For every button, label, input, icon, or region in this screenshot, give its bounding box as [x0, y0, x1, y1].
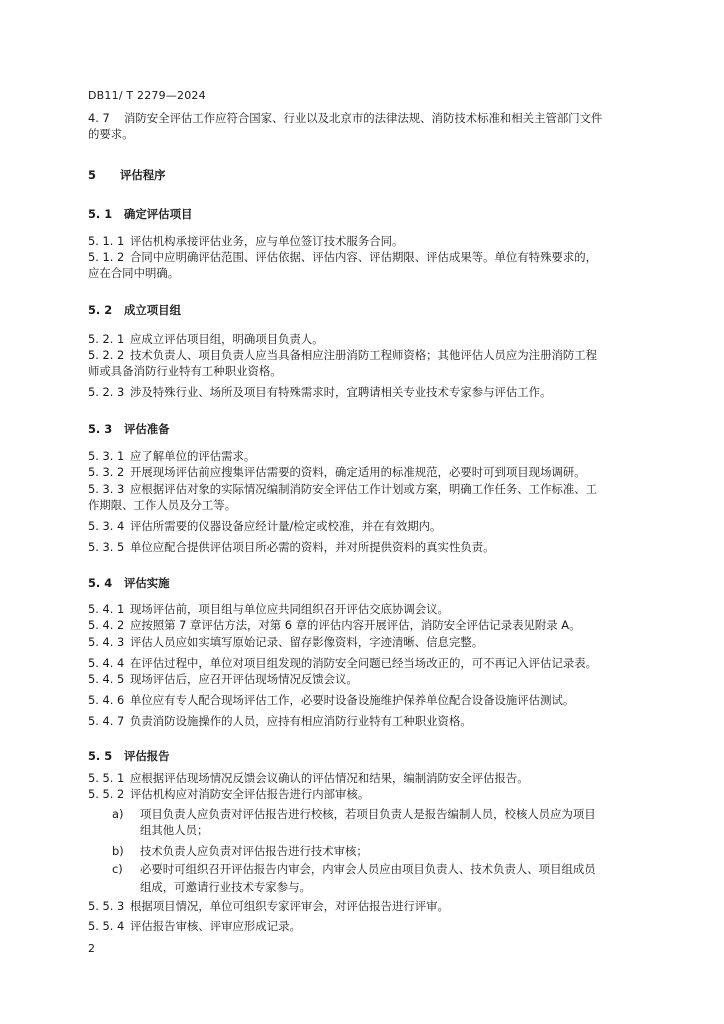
clause-number: 5. 5. 4 — [88, 919, 125, 933]
clause-number: 5. 4. 6 — [88, 693, 125, 707]
clause-number: 5. 5. 2 — [88, 787, 125, 801]
clause-number: 5. 4. 4 — [88, 656, 125, 670]
clause-text: 的要求。 — [88, 127, 134, 141]
clause-text: 根据项目情况，单位可组织专家评审会，对评估报告进行评审。 — [130, 899, 449, 913]
clause-number: 5. 3. 2 — [88, 465, 125, 479]
clause-number: 5. 1. 1 — [88, 234, 125, 248]
clause-number: 5. 4 — [88, 576, 113, 590]
paragraph-line — [88, 634, 483, 650]
clause-number: 5. 1 — [88, 207, 113, 221]
clause-text: 评估程序 — [120, 168, 166, 182]
section-heading — [88, 167, 166, 183]
clause-number: c) — [112, 862, 123, 876]
paragraph-line — [88, 601, 449, 617]
clause-number: a) — [112, 807, 124, 821]
clause-text: 组成，可邀请行业技术专家参与。 — [140, 880, 311, 894]
clause-text: 现场评估后，应召开评估现场情况反馈会议。 — [130, 672, 358, 686]
clause-number: 5. 3. 1 — [88, 449, 125, 463]
paragraph-line — [88, 110, 602, 126]
clause-number: 5. 4. 5 — [88, 672, 125, 686]
paragraph-line — [88, 448, 255, 464]
clause-text: 应成立评估项目组，明确项目负责人。 — [130, 332, 324, 346]
clause-text: 应根据评估对象的实际情况编制消防安全评估工作计划或方案，明确工作任务、工作标准、工 — [130, 482, 598, 496]
clause-number: 5. 5. 3 — [88, 899, 125, 913]
clause-text: 作期限、工作人员及分工等。 — [88, 498, 237, 512]
paragraph-line — [88, 233, 403, 249]
clause-text: 负责消防设施操作的人员，应持有相应消防行业特有工种职业资格。 — [130, 714, 472, 728]
clause-number: 5. 4. 3 — [88, 635, 125, 649]
clause-number: 5. 4. 2 — [88, 618, 125, 632]
clause-number: 5. 3. 3 — [88, 482, 125, 496]
paragraph-line — [112, 861, 596, 877]
clause-text: 组其他人员； — [140, 823, 209, 837]
paragraph-line — [140, 822, 208, 838]
paragraph-line — [88, 770, 529, 786]
paragraph-line — [88, 126, 134, 142]
paragraph-line — [88, 265, 179, 281]
clause-text: 应了解单位的评估需求。 — [130, 449, 256, 463]
clause-text: 师或具备消防行业特有工种职业资格。 — [88, 364, 282, 378]
paragraph-line — [88, 347, 597, 363]
clause-text: 在评估过程中，单位对项目组发现的消防安全问题已经当场改正的，可不再记入评估记录表。 — [130, 656, 598, 670]
clause-text: 评估准备 — [124, 422, 170, 436]
clause-text: 评估所需要的仪器设备应经计量/检定或校准，并在有效期内。 — [130, 519, 442, 533]
paragraph-line — [88, 497, 236, 513]
clause-number: 5. 2. 2 — [88, 348, 125, 362]
clause-text: 评估报告审核、评审应形成记录。 — [130, 919, 301, 933]
page-number: 2 — [88, 942, 95, 955]
clause-text: 技术负责人、项目负责人应当具备相应注册消防工程师资格；其他评估人员应为注册消防工程 — [130, 348, 598, 362]
clause-text: 确定评估项目 — [124, 207, 193, 221]
clause-number: 5. 2. 1 — [88, 332, 125, 346]
clause-text: 合同中应明确评估范围、评估依据、评估内容、评估期限、评估成果等。单位有特殊要求的， — [130, 250, 598, 264]
paragraph-line — [88, 464, 586, 480]
section-heading — [88, 421, 170, 437]
section-heading — [88, 206, 192, 222]
clause-number: 5 — [88, 168, 96, 182]
clause-text: 应根据评估现场情况反馈会议确认的评估情况和结果，编制消防安全评估报告。 — [130, 771, 529, 785]
section-heading — [88, 748, 170, 764]
paragraph-line — [88, 655, 597, 671]
section-heading — [88, 302, 181, 318]
clause-number: 5. 4. 7 — [88, 714, 125, 728]
clause-number: b) — [112, 844, 124, 858]
clause-number: 5. 2 — [88, 303, 113, 317]
clause-text: 评估报告 — [124, 749, 170, 763]
clause-text: 评估机构应对消防安全评估报告进行内部审核。 — [130, 787, 370, 801]
clause-number: 5. 3. 5 — [88, 540, 125, 554]
paragraph-line — [88, 713, 472, 729]
paragraph-line — [112, 806, 596, 822]
clause-number: 5. 5 — [88, 749, 113, 763]
clause-number: 5. 3 — [88, 422, 113, 436]
paragraph-line — [88, 539, 495, 555]
paragraph-line — [88, 898, 449, 914]
clause-text: 技术负责人应负责对评估报告进行技术审核； — [140, 844, 368, 858]
section-heading — [88, 575, 170, 591]
clause-text: 项目负责人应负责对评估报告进行校核，若项目负责人是报告编制人员，校核人员应为项目 — [140, 807, 596, 821]
clause-number: 5. 5. 1 — [88, 771, 125, 785]
paragraph-line — [88, 363, 282, 379]
clause-text: 评估机构承接评估业务，应与单位签订技术服务合同。 — [130, 234, 404, 248]
paragraph-line — [88, 671, 358, 687]
paragraph-line — [112, 843, 368, 859]
clause-number: 5. 3. 4 — [88, 519, 125, 533]
clause-text: 现场评估前，项目组与单位应共同组织召开评估交底协调会议。 — [130, 602, 449, 616]
clause-text: 单位应有专人配合现场评估工作，必要时设备设施维护保养单位配合设备设施评估测试。 — [130, 693, 575, 707]
clause-number: 5. 2. 3 — [88, 385, 125, 399]
paragraph-line — [88, 481, 597, 497]
clause-text: 评估实施 — [124, 576, 170, 590]
clause-text: 消防安全评估工作应符合国家、行业以及北京市的法律法规、消防技术标准和相关主管部门文件 — [124, 111, 603, 125]
clause-text: 单位应配合提供评估项目所必需的资料，并对所提供资料的真实性负责。 — [130, 540, 495, 554]
paragraph-line — [88, 692, 574, 708]
clause-text: 应按照第 7 章评估方法，对第 6 章的评估内容开展评估，消防安全评估记录表见附录 A。 — [130, 618, 581, 632]
clause-text: 应在合同中明确。 — [88, 266, 180, 280]
document-id-header: DB11/ T 2279—2024 — [88, 89, 206, 102]
clause-text: 必要时可组织召开评估报告内审会，内审会人员应由项目负责人、技术负责人、项目组成员 — [140, 862, 596, 876]
paragraph-line — [88, 786, 369, 802]
paragraph-line — [88, 617, 580, 633]
clause-number: 5. 1. 2 — [88, 250, 125, 264]
paragraph-line — [88, 918, 301, 934]
clause-number: 5. 4. 1 — [88, 602, 125, 616]
clause-text: 涉及特殊行业、场所及项目有特殊需求时，宜聘请相关专业技术专家参与评估工作。 — [130, 385, 552, 399]
paragraph-line — [88, 518, 441, 534]
clause-number: 4. 7 — [88, 111, 110, 125]
paragraph-line — [88, 384, 551, 400]
clause-text: 评估人员应如实填写原始记录、留存影像资料，字迹清晰、信息完整。 — [130, 635, 484, 649]
paragraph-line — [88, 249, 597, 265]
clause-text: 开展现场评估前应搜集评估需要的资料，确定适用的标准规范，必要时可到项目现场调研。 — [130, 465, 586, 479]
paragraph-line — [88, 331, 324, 347]
paragraph-line — [140, 879, 311, 895]
clause-text: 成立项目组 — [124, 303, 181, 317]
